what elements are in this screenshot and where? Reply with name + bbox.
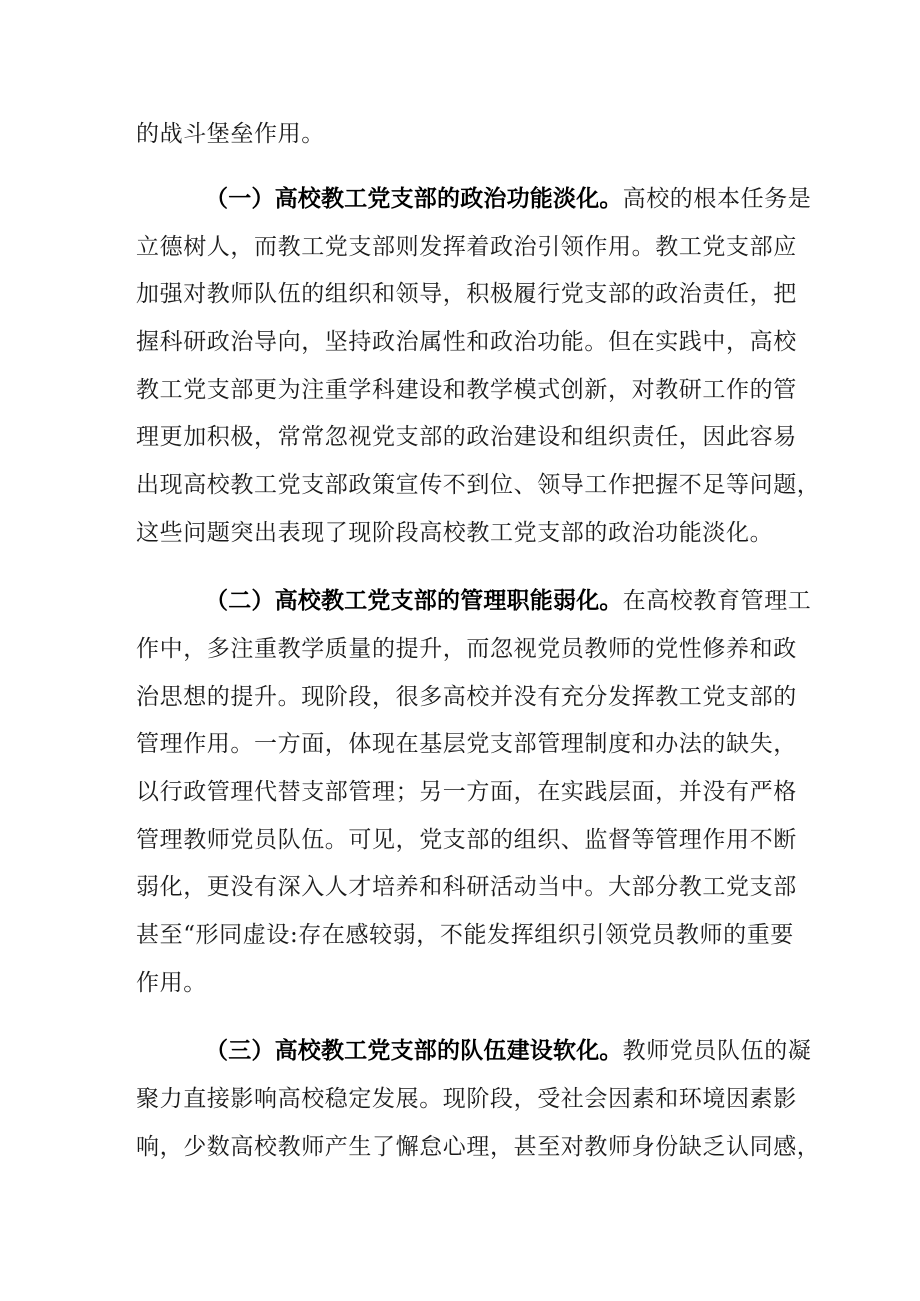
- text-line: 聚力直接影响高校稳定发展。现阶段，受社会因素和环境因素影: [136, 1086, 797, 1112]
- text-line: 作用。: [136, 970, 207, 996]
- text-line: 理更加积极，常常忽视党支部的政治建设和组织责任，因此容易: [136, 424, 797, 450]
- heading-text: 教师党员队伍的凝: [622, 1038, 812, 1064]
- heading-text: 高校的根本任务是: [622, 186, 812, 212]
- text-line: 的战斗堡垒作用。: [136, 121, 325, 147]
- text-line: 作中，多注重教学质量的提升，而忽视党员教师的党性修养和政: [136, 636, 797, 662]
- text-line: 出现高校教工党支部政策宣传不到位、领导工作把握不足等问题，: [136, 472, 821, 498]
- text-line: 响，少数高校教师产生了懈怠心理，甚至对教师身份缺乏认同感，: [136, 1134, 821, 1160]
- text-line: 立德树人，而教工党支部则发挥着政治引领作用。教工党支部应: [136, 234, 797, 260]
- section-heading-2: [205, 586, 812, 616]
- section-heading-1: [205, 184, 812, 214]
- text-line: 教工党支部更为注重学科建设和教学模式创新，对教研工作的管: [136, 377, 797, 403]
- heading-text: 在高校教育管理工: [622, 588, 812, 614]
- text-line: 治思想的提升。现阶段，很多高校并没有充分发挥教工党支部的: [136, 684, 797, 710]
- text-line: 握科研政治导向，坚持政治属性和政治功能。但在实践中，高校: [136, 329, 797, 355]
- heading-title: （二）高校教工党支部的管理职能弱化。: [205, 588, 623, 614]
- section-heading-3: [205, 1036, 812, 1066]
- text-line: 甚至“形同虚设:存在感较弱，不能发挥组织引领党员教师的重要: [136, 922, 794, 948]
- text-line: 管理教师党员队伍。可见，党支部的组织、监督等管理作用不断: [136, 827, 797, 853]
- text-line: 以行政管理代替支部管理；另一方面，在实践层面，并没有严格: [136, 779, 797, 805]
- text-line: 这些问题突出表现了现阶段高校教工党支部的政治功能淡化。: [136, 520, 774, 546]
- heading-title: （三）高校教工党支部的队伍建设软化。: [205, 1038, 623, 1064]
- heading-title: （一）高校教工党支部的政治功能淡化。: [205, 186, 623, 212]
- text-line: 弱化，更没有深入人才培养和科研活动当中。大部分教工党支部: [136, 874, 797, 900]
- text-line: 加强对教师队伍的组织和领导，积极履行党支部的政治责任，把: [136, 281, 797, 307]
- text-line: 管理作用。一方面，体现在基层党支部管理制度和办法的缺失，: [136, 731, 797, 757]
